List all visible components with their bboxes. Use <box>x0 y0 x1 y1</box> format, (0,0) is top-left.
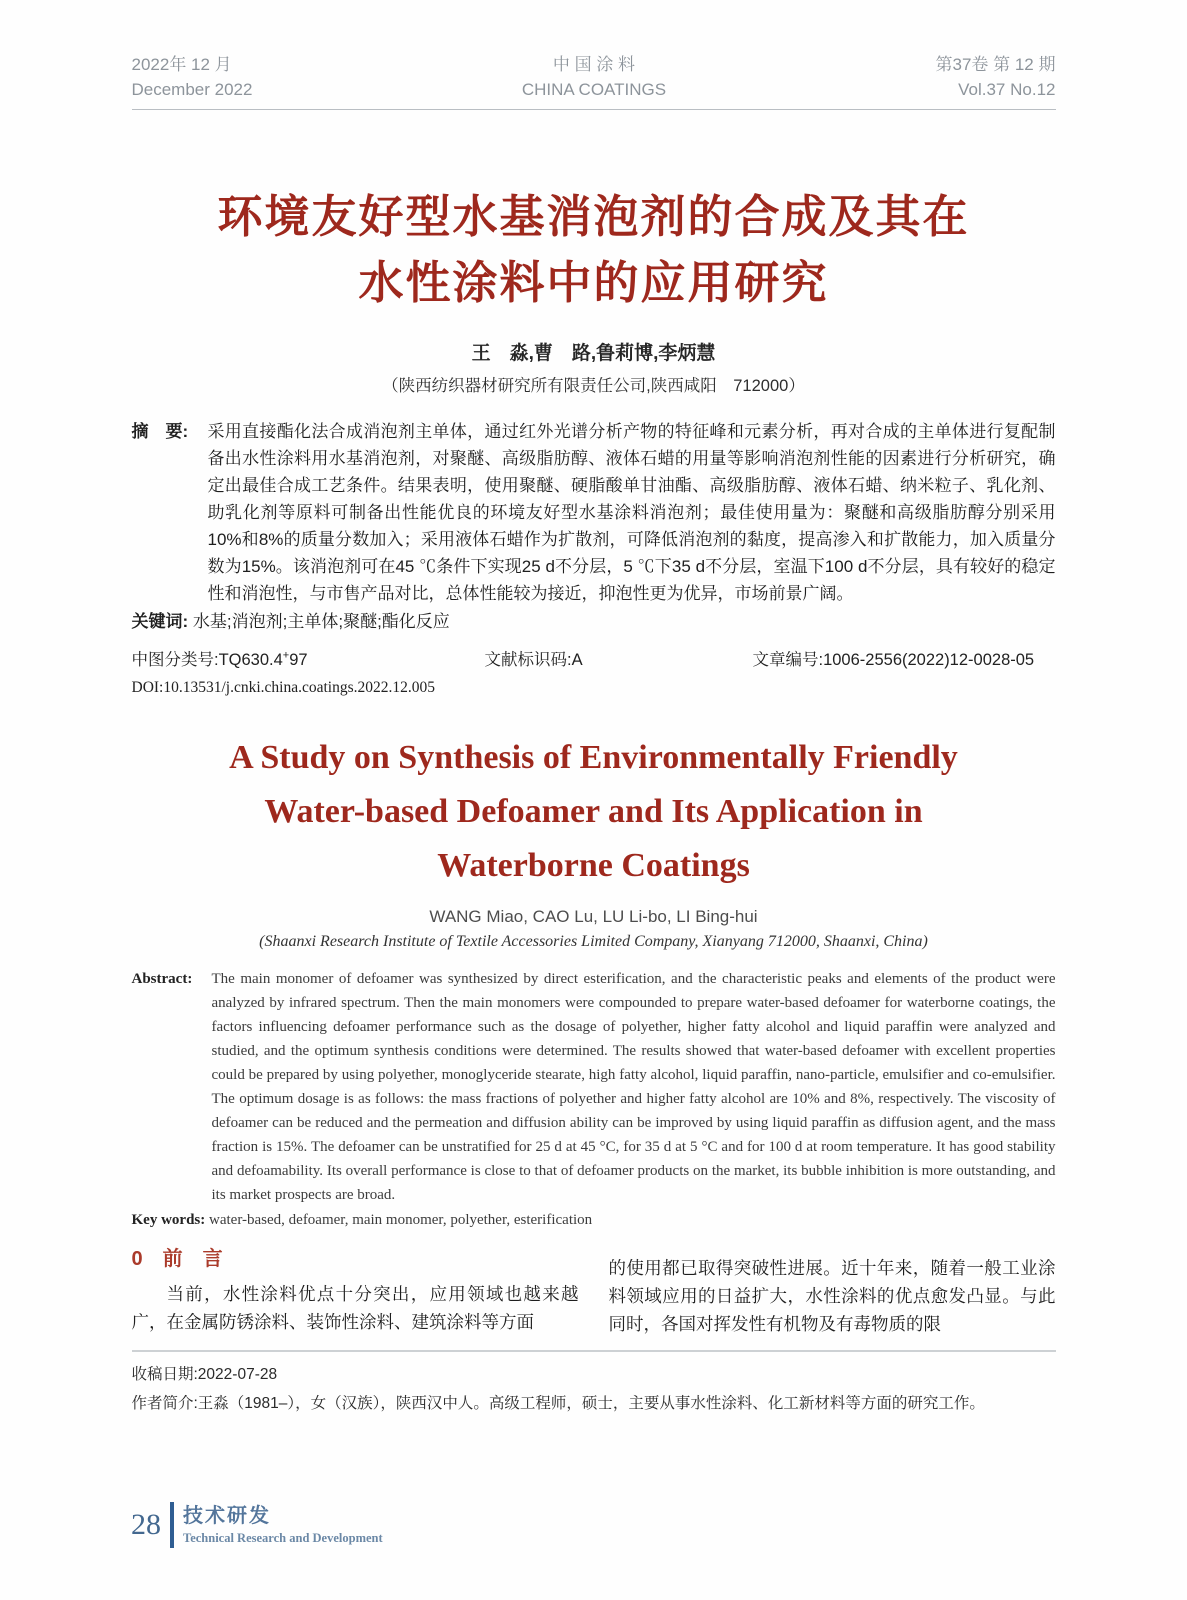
article-title-en-line2: Water-based Defoamer and Its Application in <box>264 793 923 830</box>
header-date <box>132 52 253 102</box>
keywords-cn-text: 水基;消泡剂;主单体;聚醚;酯化反应 <box>188 612 450 631</box>
article-title-en-line3: Waterborne Coatings <box>437 847 750 884</box>
header-date-en: December 2022 <box>131 80 253 99</box>
footnotes <box>132 1360 1056 1418</box>
footer-bar <box>170 1502 174 1548</box>
received-date: 收稿日期:2022-07-28 <box>131 1366 278 1383</box>
intro-paragraph-left: 当前，水性涂料优点十分突出，应用领域也越来越广，在金属防锈涂料、装饰性涂料、建筑涂料等方面 <box>131 1284 579 1332</box>
body-columns <box>132 1246 1056 1338</box>
article-title-cn-line1: 环境友好型水基消泡剂的合成及其在 <box>217 191 970 242</box>
article-title-en <box>132 731 1056 893</box>
article-title-cn <box>132 184 1056 316</box>
intro-paragraph-right: 的使用都已取得突破性进展。近十年来，随着一般工业涂料领域应用的日益扩大，水性涂料的优点愈发凸显。与此同时，各国对挥发性有机物及有毒物质的限 <box>608 1258 1056 1334</box>
authors-cn: 王 淼,曹 路,鲁莉博,李炳慧 <box>471 343 716 364</box>
footer-section-cn: 技术研发 <box>183 1505 271 1527</box>
column-right <box>609 1246 1056 1338</box>
volume-issue-cn: 第37卷 第 12 期 <box>935 55 1056 74</box>
footer-section-en: Technical Research and Development <box>183 1531 383 1545</box>
keywords-en-text: water-based, defoamer, main monomer, polyether, esterification <box>205 1212 593 1228</box>
keywords-en <box>132 1208 1056 1232</box>
keywords-cn <box>132 608 1056 635</box>
abstract-cn-text: 采用直接酯化法合成消泡剂主单体，通过红外光谱分析产物的特征峰和元素分析，再对合成的主单体进行复配制备出水性涂料用水基消泡剂，对聚醚、高级脂肪醇、液体石蜡的用量等影响消泡剂性能的因素进行分析研究，确定出最佳合成工艺条件。结果表明，使用聚醚、硬脂酸单甘油酯、高级脂肪醇、液体石蜡、纳米粒子、乳化剂、助乳化剂等原料可制备出性能优良的环境友好型水基涂料消泡剂；最佳使用量为：聚醚和高级脂肪醇分别采用10%和8%的质量分数加入；采用液体石蜡作为扩散剂，可降低消泡剂的黏度，提高渗入和扩散能力，加入质量分数为15%。该消泡剂可在45 ℃条件下实现25 d不分层，5 ℃下35 d不分层，室温下100 d不分层，具有较好的稳定性和消泡性，与市售产品对比，总体性能较为接近，抑泡性更为优异，市场前景广阔。 <box>207 422 1056 603</box>
abstract-cn-label: 摘 要: <box>131 422 189 441</box>
abstract-en-label: Abstract: <box>131 971 193 987</box>
article-title-en-line1: A Study on Synthesis of Environmentally Friendly <box>229 739 958 776</box>
clc-superscript: + <box>282 649 290 662</box>
journal-header <box>132 0 1056 102</box>
abstract-cn <box>132 418 1056 607</box>
doi: DOI:10.13531/j.cnki.china.coatings.2022.12.005 <box>131 679 435 696</box>
clc-number <box>132 646 485 670</box>
article-id: 文章编号:1006-2556(2022)12-0028-05 <box>752 651 1035 669</box>
keywords-cn-label: 关键词: <box>131 612 189 631</box>
keywords-en-label: Key words: <box>131 1212 206 1228</box>
header-divider <box>132 109 1056 110</box>
page-number: 28 <box>131 1508 161 1541</box>
article-title-cn-line2: 水性涂料中的应用研究 <box>358 257 829 308</box>
column-left <box>132 1246 579 1338</box>
affiliation-cn: （陕西纺织器材研究所有限责任公司,陕西咸阳 712000） <box>382 377 805 395</box>
page-footer <box>131 1502 383 1548</box>
author-bio: 作者简介:王淼（1981–），女（汉族），陕西汉中人。高级工程师，硕士，主要从事水性涂料、化工新材料等方面的研究工作。 <box>131 1395 985 1412</box>
clc-suffix: 97 <box>289 651 308 669</box>
document-code: 文献标识码:A <box>484 651 583 669</box>
footer-section-labels <box>183 1504 383 1546</box>
abstract-en-text: The main monomer of defoamer was synthesized by direct esterification, and the characteristic peaks and elements of the product were analyzed by infrared spectrum. Then the main monomers were compounded to prepare water-based defoamer for waterborne coatings, the factors influencing defoamer performance such as the dosage of polyether, higher fatty alcohol and liquid paraffin were analyzed and studied, and the optimum synthesis conditions were determined. The results showed that water-based defoamer with excellent properties could be prepared by using polyether, monoglyceride stearate, high fatty alcohol, liquid paraffin, nano-particle, emulsifier and co-emulsifier. The optimum dosage is as follows: the mass fractions of polyether and higher fatty alcohol are 10% and 8%, respectively. The viscosity of defoamer can be reduced and the permeation and diffusion ability can be improved by using liquid paraffin as diffusion agent, and the mass fraction is 15%. The defoamer can be unstratified for 25 d at 45 °C, for 35 d at 5 °C and for 100 d at room temperature. It has good stability and defoamability. Its overall performance is close to that of defoamer products on the market, its bubble inhibition is more outstanding, and its market prospects are broad. <box>211 971 1056 1203</box>
header-date-cn: 2022年 12 月 <box>131 55 232 74</box>
meta-row <box>132 646 1056 670</box>
journal-name-en: CHINA COATINGS <box>521 80 667 99</box>
section-heading-intro: 0 前 言 <box>131 1248 223 1270</box>
clc-prefix: 中图分类号:TQ630.4 <box>131 651 283 669</box>
footnote-divider <box>132 1350 1056 1352</box>
journal-name-cn: 中 国 涂 料 <box>552 55 636 74</box>
volume-issue-en: Vol.37 No.12 <box>958 80 1056 99</box>
authors-en: WANG Miao, CAO Lu, LU Li-bo, LI Bing-hui <box>429 907 758 926</box>
header-journal-name <box>522 52 666 102</box>
affiliation-en: (Shaanxi Research Institute of Textile Accessories Limited Company, Xianyang 712000, Shaanxi, China) <box>259 933 928 950</box>
header-volume <box>935 52 1055 102</box>
abstract-en <box>132 967 1056 1207</box>
